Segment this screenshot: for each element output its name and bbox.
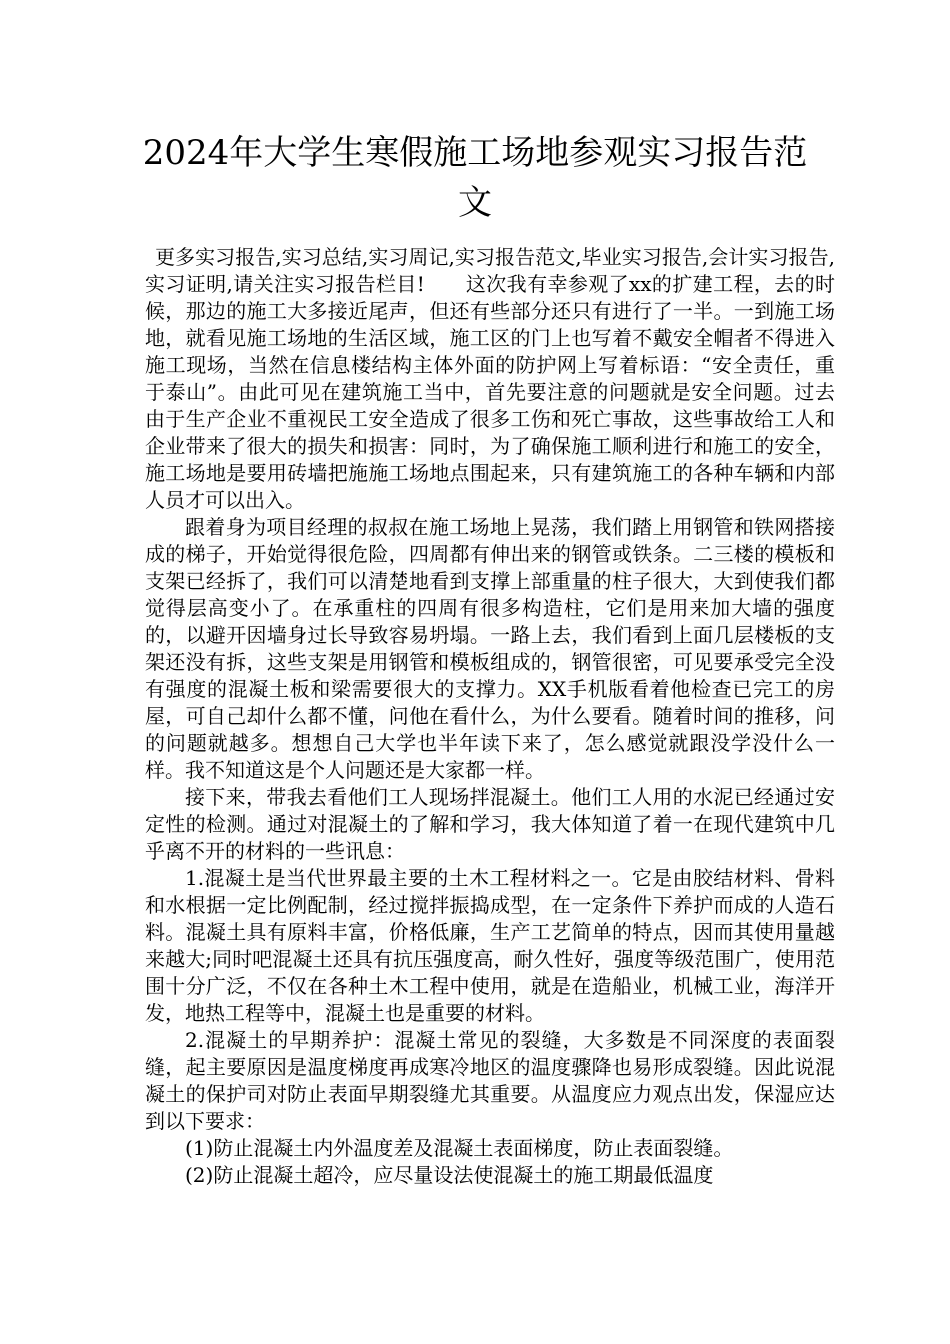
paragraph-concrete-mixing: 接下来，带我去看他们工人现场拌混凝土。他们工人用的水泥已经通过安定性的检测。通过对混凝土的了解和学习，我大体知道了着一在现代建筑中几乎离不开的材料的一些讯息： — [145, 785, 835, 863]
paragraph-site-tour: 跟着身为项目经理的叔叔在施工场地上晃荡，我们踏上用钢管和铁网搭接成的梯子，开始觉得很危险，四周都有伸出来的钢管或铁条。二三楼的模板和支架已经拆了，我们可以清楚地看到支撑上部重量的柱子很大，大到使我们都觉得层高变小了。在承重柱的四周有很多构造柱，它们是用来加大墙的强度的，以避开因墙身过长导致容易坍塌。一路上去，我们看到上面几层楼板的支架还没有拆，这些支架是用钢管和模板组成的，钢管很密，可见要承受完全没有强度的混凝土板和梁需要很大的支撑力。XX手机版看着他检查已完工的房屋，可自己却什么都不懂，问他在看什么，为什么要看。随着时间的推移，问的问题就越多。想想自己大学也半年读下来了，怎么感觉就跟没学没什么一样。我不知道这是个人问题还是大家都一样。 — [145, 515, 835, 782]
paragraph-early-curing: 2.混凝土的早期养护：混凝土常见的裂缝，大多数是不同深度的表面裂缝，起主要原因是温度梯度再成寒冷地区的温度骤降也易形成裂缝。因此说混凝土的保护司对防止表面早期裂缝尤其重要。从温度应力观点出发，保湿应达到以下要求： — [145, 1028, 835, 1133]
paragraph-requirement-2: (2)防止混凝土超冷，应尽量设法使混凝土的施工期最低温度 — [185, 1163, 714, 1187]
document-title: 2024年大学生寒假施工场地参观实习报告范文 — [142, 133, 808, 223]
paragraph-concrete-definition: 1.混凝土是当代世界最主要的土木工程材料之一。它是由胶结材料、骨料和水根据一定比例配制，经过搅拌振捣成型，在一定条件下养护而成的人造石料。混凝土具有原料丰富，价格低廉，生产工艺简单的特点，因而其使用量越来越大;同时吧混凝土还具有抗压强度高，耐久性好，强度等级范围广，使用范围十分广泛，不仅在各种土木工程中使用，就是在造船业，机械工业，海洋开发，地热工程等中，混凝土也是重要的材料。 — [145, 866, 835, 1025]
paragraph-requirement-1: (1)防止混凝土内外温度差及混凝土表面梯度，防止表面裂缝。 — [185, 1136, 734, 1160]
paragraph-intro: 更多实习报告,实习总结,实习周记,实习报告范文,毕业实习报告,会计实习报告,实习证明,请关注实习报告栏目! 这次我有幸参观了xx的扩建工程，去的时候，那边的施工大多接近尾声，但还有些部分还只有进行了一半。一到施工场地，就看见施工场地的生活区域，施工区的门上也写着不戴安全帽者不得进入施工现场，当然在信息楼结构主体外面的防护网上写着标语：“安全责任，重于泰山”。由此可见在建筑施工当中，首先要注意的问题就是安全问题。过去由于生产企业不重视民工安全造成了很多工伤和死亡事故，这些事故给工人和企业带来了很大的损失和损害：同时，为了确保施工顺利进行和施工的安全，施工场地是要用砖墙把施施工场地点围起来，只有建筑施工的各种车辆和内部人员才可以出入。 — [145, 245, 835, 512]
document-body — [145, 244, 835, 1189]
